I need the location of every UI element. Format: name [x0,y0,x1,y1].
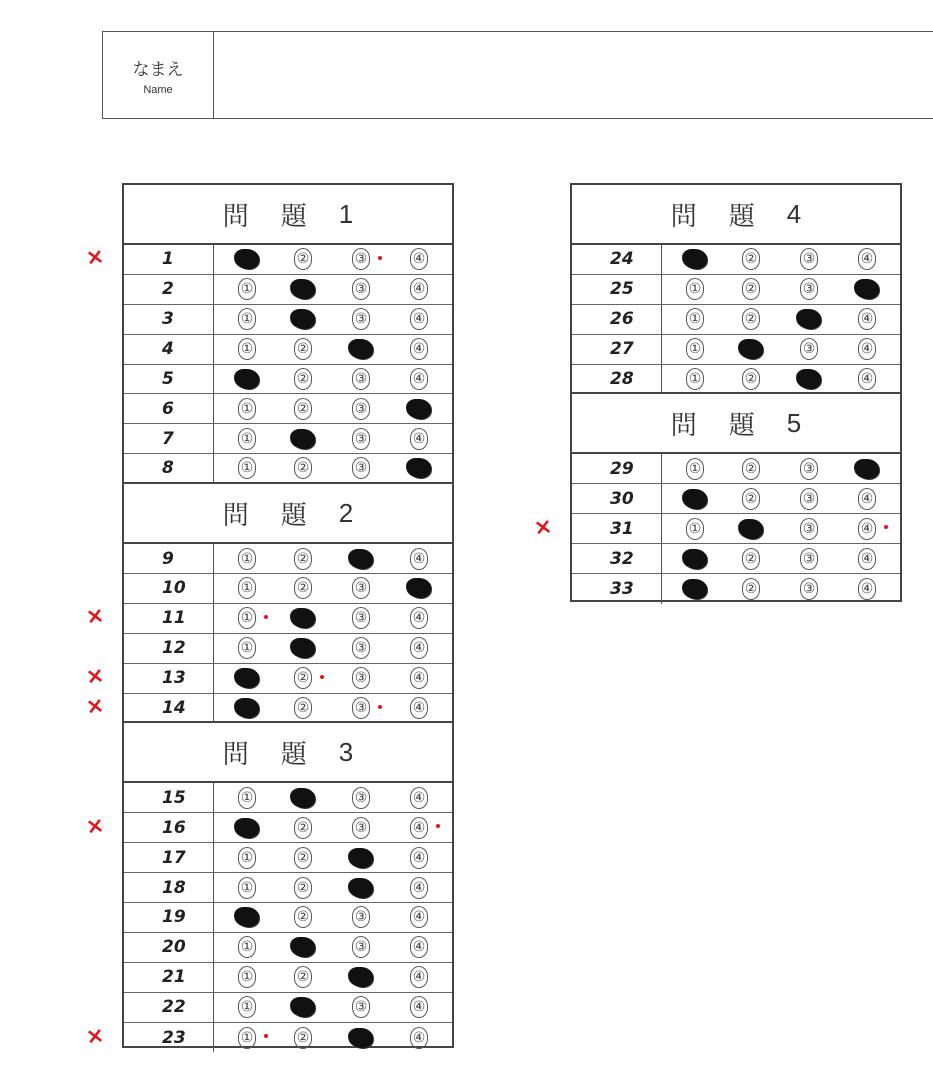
answer-options [662,574,900,604]
wrong-mark: × [84,812,107,840]
bubble-option-4[interactable]: ④ [410,847,428,869]
question-number: 5 [124,365,214,394]
bubble-filled[interactable]: ② [291,309,315,329]
bubble-option-1[interactable]: ① [238,398,256,420]
wrong-mark: × [84,603,107,631]
answer-options [214,305,452,334]
question-row [124,365,452,395]
bubble-filled[interactable]: ① [235,698,259,718]
bubble-filled[interactable]: ③ [349,878,373,898]
answer-options [662,245,900,274]
section-heading [124,723,452,783]
answer-options [662,544,900,573]
question-row [572,245,900,275]
question-number: 31 [572,514,662,543]
bubble-option-1[interactable]: ① [238,877,256,899]
bubble-option-4[interactable]: ④ [858,548,876,570]
correction-dot [436,824,440,828]
bubble-filled[interactable]: ① [235,818,259,838]
answer-sheet-left [122,183,454,1048]
bubble-filled[interactable]: ① [683,549,707,569]
question-number: 20 [124,933,214,962]
bubble-option-3[interactable]: ③ [352,398,370,420]
bubble-option-2[interactable]: ② [294,398,312,420]
answer-options [214,813,452,842]
section-heading-part: 題 [728,201,755,232]
answer-options [214,365,452,394]
question-row [572,574,900,604]
name-label [103,32,214,118]
question-row [124,634,452,664]
answer-options [214,963,452,992]
question-number: 26 [572,305,662,334]
bubble-filled[interactable]: ② [291,608,315,628]
question-number: 7 [124,424,214,453]
bubble-option-1[interactable]: ① [238,278,256,300]
answer-options [214,873,452,902]
answer-options [214,664,452,693]
bubble-option-1[interactable]: ① [238,577,256,599]
bubble-option-4[interactable]: ④ [410,308,428,330]
correction-dot [378,705,382,709]
bubble-option-2[interactable]: ② [294,697,312,719]
bubble-option-4[interactable]: ④ [410,936,428,958]
question-number: 2 [124,275,214,304]
answer-options [214,604,452,633]
bubble-option-4[interactable]: ④ [410,996,428,1018]
correction-dot [264,615,268,619]
bubble-option-4[interactable]: ④ [858,368,876,390]
bubble-option-1[interactable]: ① [238,787,256,809]
correction-dot [320,675,324,679]
question-number: 33 [572,574,662,604]
question-row [124,1023,452,1053]
section-5 [572,394,900,603]
bubble-filled[interactable]: ② [291,279,315,299]
bubble-option-3[interactable]: ③ [352,248,370,270]
bubble-option-4[interactable]: ④ [410,1027,428,1049]
bubble-option-2[interactable]: ② [742,308,760,330]
question-row [124,544,452,574]
bubble-option-3[interactable]: ③ [352,308,370,330]
bubble-filled[interactable]: ② [739,519,763,539]
bubble-option-2[interactable]: ② [294,847,312,869]
bubble-option-2[interactable]: ② [294,338,312,360]
bubble-option-1[interactable]: ① [686,308,704,330]
bubble-option-1[interactable]: ① [686,458,704,480]
section-heading-part: 1 [338,198,354,229]
bubble-option-1[interactable]: ① [238,936,256,958]
bubble-option-3[interactable]: ③ [352,817,370,839]
bubble-option-1[interactable]: ① [238,428,256,450]
answer-options [214,1023,452,1053]
bubble-option-4[interactable]: ④ [410,787,428,809]
section-4 [572,185,900,394]
question-number: 11 [124,604,214,633]
question-row [572,335,900,365]
bubble-option-3[interactable]: ③ [800,458,818,480]
bubble-filled[interactable]: ① [235,369,259,389]
bubble-option-4[interactable]: ④ [410,368,428,390]
bubble-option-4[interactable]: ④ [410,966,428,988]
correction-dot [378,256,382,260]
bubble-option-1[interactable]: ① [238,1027,256,1049]
bubble-option-4[interactable]: ④ [858,248,876,270]
bubble-filled[interactable]: ② [291,429,315,449]
question-row [124,993,452,1023]
question-number: 12 [124,634,214,663]
bubble-option-2[interactable]: ② [294,877,312,899]
question-number: 27 [572,335,662,364]
correction-dot [264,1034,268,1038]
bubble-filled[interactable]: ③ [797,309,821,329]
bubble-option-3[interactable]: ③ [800,338,818,360]
bubble-option-2[interactable]: ② [294,817,312,839]
answer-options [662,454,900,483]
question-number: 24 [572,245,662,274]
section-heading-part: 問 [670,410,697,441]
bubble-option-3[interactable]: ③ [352,906,370,928]
bubble-option-2[interactable]: ② [294,368,312,390]
bubble-option-4[interactable]: ④ [858,578,876,600]
wrong-mark: × [84,244,107,272]
question-row [572,484,900,514]
answer-options [214,394,452,423]
bubble-option-4[interactable]: ④ [410,607,428,629]
bubble-option-2[interactable]: ② [742,278,760,300]
bubble-option-3[interactable]: ③ [800,578,818,600]
bubble-option-1[interactable]: ① [686,278,704,300]
bubble-option-4[interactable]: ④ [858,488,876,510]
section-heading-part: 4 [786,198,802,229]
bubble-option-1[interactable]: ① [686,518,704,540]
question-row [124,454,452,484]
bubble-filled[interactable]: ① [683,249,707,269]
question-row [124,843,452,873]
bubble-option-3[interactable]: ③ [800,548,818,570]
question-number: 30 [572,484,662,513]
section-heading-part: 5 [786,407,802,438]
bubble-option-2[interactable]: ② [742,578,760,600]
answer-options [662,275,900,304]
bubble-option-4[interactable]: ④ [410,637,428,659]
bubble-option-2[interactable]: ② [294,577,312,599]
bubble-filled[interactable]: ② [291,638,315,658]
question-row [124,335,452,365]
answer-options [214,903,452,932]
bubble-option-1[interactable]: ① [686,368,704,390]
question-number: 16 [124,813,214,842]
question-number: 18 [124,873,214,902]
bubble-filled[interactable]: ④ [855,459,879,479]
bubble-option-1[interactable]: ① [238,338,256,360]
section-heading-part: 題 [728,410,755,441]
answer-options [214,245,452,274]
section-3 [124,723,452,1052]
bubble-filled[interactable]: ③ [349,339,373,359]
bubble-option-3[interactable]: ③ [352,936,370,958]
bubble-option-4[interactable]: ④ [410,248,428,270]
question-row [572,305,900,335]
section-heading-part: 問 [670,201,697,232]
section-1 [124,185,452,484]
bubble-filled[interactable]: ④ [407,578,431,598]
bubble-option-2[interactable]: ② [742,548,760,570]
question-row [124,783,452,813]
question-row [572,514,900,544]
bubble-option-3[interactable]: ③ [352,457,370,479]
section-heading [124,484,452,544]
bubble-option-4[interactable]: ④ [410,877,428,899]
bubble-option-1[interactable]: ① [238,996,256,1018]
question-number: 3 [124,305,214,334]
section-heading [572,394,900,454]
bubble-option-4[interactable]: ④ [410,817,428,839]
question-row [124,903,452,933]
bubble-option-3[interactable]: ③ [352,278,370,300]
question-number: 6 [124,394,214,423]
bubble-option-4[interactable]: ④ [858,518,876,540]
bubble-option-3[interactable]: ③ [352,607,370,629]
bubble-option-3[interactable]: ③ [352,428,370,450]
bubble-filled[interactable]: ③ [349,1028,373,1048]
bubble-option-1[interactable]: ① [238,637,256,659]
question-number: 10 [124,574,214,603]
wrong-mark: × [84,662,107,691]
section-heading-part: 題 [280,201,307,232]
bubble-filled[interactable]: ③ [349,967,373,987]
bubble-option-2[interactable]: ② [294,457,312,479]
bubble-option-2[interactable]: ② [294,966,312,988]
question-number: 29 [572,454,662,483]
answer-options [662,514,900,543]
question-row [572,454,900,484]
question-row [124,873,452,903]
answer-options [214,424,452,453]
correction-dot [884,525,888,529]
bubble-option-3[interactable]: ③ [800,248,818,270]
question-number: 1 [124,245,214,274]
section-heading-part: 問 [222,201,249,232]
answer-options [214,783,452,812]
answer-options [214,335,452,364]
bubble-filled[interactable]: ③ [349,549,373,569]
bubble-option-3[interactable]: ③ [352,667,370,689]
bubble-filled[interactable]: ② [291,937,315,957]
answer-options [214,993,452,1022]
answer-options [214,634,452,663]
answer-options [214,454,452,482]
question-row [124,275,452,305]
question-number: 19 [124,903,214,932]
name-label-en: Name [143,83,173,96]
bubble-option-4[interactable]: ④ [410,278,428,300]
answer-options [214,275,452,304]
question-row [124,424,452,454]
answer-options [214,574,452,603]
bubble-option-2[interactable]: ② [742,458,760,480]
bubble-filled[interactable]: ④ [855,279,879,299]
bubble-filled[interactable]: ④ [407,458,431,478]
question-number: 8 [124,454,214,482]
question-row [124,813,452,843]
question-row [124,574,452,604]
wrong-mark: × [84,1022,107,1050]
bubble-filled[interactable]: ① [235,249,259,269]
wrong-mark: × [532,513,555,541]
bubble-filled[interactable]: ① [235,668,259,688]
bubble-option-4[interactable]: ④ [410,548,428,570]
bubble-option-3[interactable]: ③ [800,488,818,510]
bubble-option-3[interactable]: ③ [352,368,370,390]
question-row [572,365,900,395]
bubble-option-1[interactable]: ① [238,847,256,869]
name-label-jp: なまえ [132,59,184,80]
bubble-option-4[interactable]: ④ [410,906,428,928]
bubble-option-1[interactable]: ① [238,607,256,629]
bubble-option-3[interactable]: ③ [800,278,818,300]
bubble-option-3[interactable]: ③ [352,577,370,599]
bubble-option-2[interactable]: ② [294,548,312,570]
bubble-option-1[interactable]: ① [238,548,256,570]
bubble-filled[interactable]: ① [683,579,707,599]
question-row [124,933,452,963]
answer-sheet-right [570,183,902,602]
question-row [124,245,452,275]
bubble-option-2[interactable]: ② [742,248,760,270]
question-number: 14 [124,694,214,722]
question-row [572,275,900,305]
bubble-option-2[interactable]: ② [294,667,312,689]
question-number: 9 [124,544,214,573]
section-heading-part: 題 [280,739,307,770]
question-number: 15 [124,783,214,812]
answer-options [214,843,452,872]
question-row [124,694,452,724]
bubble-option-1[interactable]: ① [238,457,256,479]
bubble-option-3[interactable]: ③ [800,518,818,540]
bubble-filled[interactable]: ② [291,997,315,1017]
answer-options [214,544,452,573]
question-number: 13 [124,664,214,693]
question-row [124,305,452,335]
question-row [124,394,452,424]
bubble-option-4[interactable]: ④ [410,338,428,360]
bubble-filled[interactable]: ④ [407,399,431,419]
section-heading-part: 2 [338,497,354,528]
bubble-filled[interactable]: ② [739,339,763,359]
section-heading [124,185,452,245]
bubble-filled[interactable]: ① [683,489,707,509]
answer-options [214,933,452,962]
question-row [124,963,452,993]
bubble-option-4[interactable]: ④ [410,667,428,689]
bubble-option-2[interactable]: ② [294,906,312,928]
bubble-option-1[interactable]: ① [238,966,256,988]
section-2 [124,484,452,723]
answer-options [662,484,900,513]
bubble-option-2[interactable]: ② [742,368,760,390]
bubble-option-3[interactable]: ③ [352,787,370,809]
bubble-option-2[interactable]: ② [294,248,312,270]
answer-options [662,365,900,393]
section-heading-part: 問 [222,500,249,531]
section-heading-part: 3 [338,736,354,767]
section-heading-part: 問 [222,739,249,770]
bubble-option-1[interactable]: ① [686,338,704,360]
bubble-filled[interactable]: ③ [797,369,821,389]
question-number: 21 [124,963,214,992]
question-number: 22 [124,993,214,1022]
name-field[interactable] [214,32,933,118]
section-heading-part: 題 [280,500,307,531]
question-number: 4 [124,335,214,364]
bubble-option-4[interactable]: ④ [858,338,876,360]
bubble-option-1[interactable]: ① [238,308,256,330]
question-number: 32 [572,544,662,573]
bubble-filled[interactable]: ② [291,788,315,808]
bubble-option-2[interactable]: ② [742,488,760,510]
question-number: 25 [572,275,662,304]
answer-options [214,694,452,722]
answer-options [662,335,900,364]
bubble-filled[interactable]: ③ [349,848,373,868]
name-box [102,31,933,119]
section-heading [572,185,900,245]
question-number: 28 [572,365,662,393]
bubble-filled[interactable]: ① [235,907,259,927]
answer-options [662,305,900,334]
bubble-option-3[interactable]: ③ [352,697,370,719]
bubble-option-4[interactable]: ④ [858,308,876,330]
wrong-mark: × [84,692,107,720]
question-row [572,544,900,574]
bubble-option-2[interactable]: ② [294,1027,312,1049]
bubble-option-3[interactable]: ③ [352,996,370,1018]
question-row [124,604,452,634]
question-number: 23 [124,1023,214,1053]
bubble-option-3[interactable]: ③ [352,637,370,659]
bubble-option-4[interactable]: ④ [410,428,428,450]
bubble-option-4[interactable]: ④ [410,697,428,719]
question-number: 17 [124,843,214,872]
question-row [124,664,452,694]
